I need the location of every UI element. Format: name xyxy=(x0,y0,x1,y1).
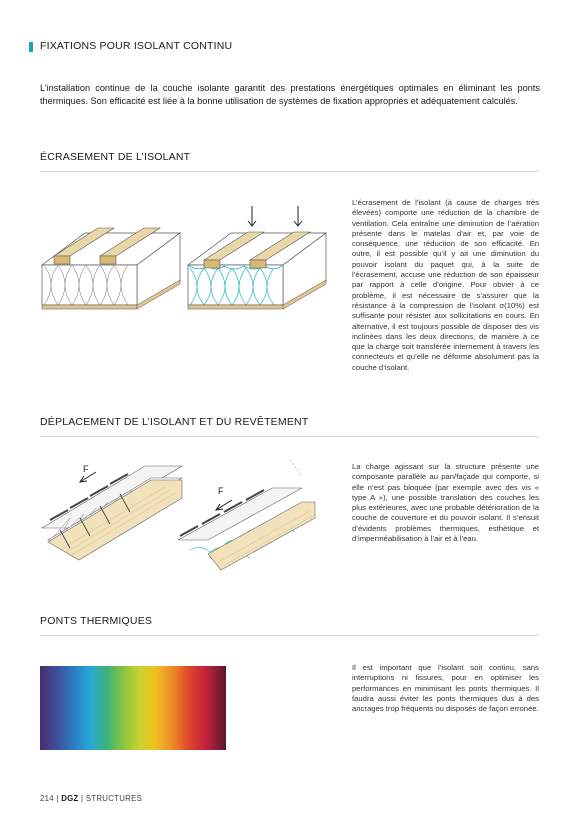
crushing-description: L’écrasement de l’isolant (à cause de charges très élevées) comporte une réduction de la chambre de ventilation. Cela entraîne une diminution de l’aération présente dans le matelas d’air et, par voie de conséquence, une réduction de son efficacité. En outre, il est possible qu’il y ait une diminution du pouvoir isolant du paquet qui, à la suite de l’écrasement, accuse une réduction de son épaisseur par rapport à celle d’origine. Pour obvier à ce problème, il est nécessaire de s’assurer que la résistance à la compression de l’isolant σ(10%) est suffisante pour résister aux sollicitations en cours. En alternative, il est toujours possible de disposer des vis inclinées dans les deux directions, de manière à ce que la charge soit transférée internement à travers les connecteurs et qu’elle ne déforme absolument pas la couche d’isolant. xyxy=(352,198,539,372)
section-divider xyxy=(40,635,539,636)
insulation-block-normal xyxy=(42,228,180,309)
page-footer xyxy=(40,794,142,803)
intro-paragraph: L’installation continue de la couche isolante garantit des prestations énergétiques optimales en éliminant les ponts thermiques. Son efficacité est liée à la bonne utilisation de systèmes de fixation appropriés et adéquatement calculés. xyxy=(40,83,540,107)
force-label-displaced: F xyxy=(218,486,224,496)
load-arrow-icon xyxy=(248,206,302,226)
section-divider xyxy=(40,171,539,172)
section-title-thermal-bridges: PONTS THERMIQUES xyxy=(40,615,153,627)
crushing-illustration xyxy=(40,200,340,320)
footer-separator: | xyxy=(56,794,62,803)
header-accent-bar xyxy=(29,42,33,52)
thermal-spectrum-image xyxy=(40,666,226,750)
displacement-illustration xyxy=(40,458,320,578)
section-divider xyxy=(40,436,539,437)
roof-section-displaced xyxy=(178,460,315,570)
insulation-block-crushed xyxy=(188,232,326,309)
footer-brand: DGZ xyxy=(61,794,79,803)
section-title-displacement: DÉPLACEMENT DE L’ISOLANT ET DU REVÊTEMENT xyxy=(40,416,309,428)
force-label-fixed: F xyxy=(83,464,89,474)
thermal-bridges-description: Il est important que l’isolant soit continu, sans interruptions ni fissures, pour en optimiser les performances en minimisant les ponts thermiques. Il faudra aussi éviter les ponts thermiques dus à des ancrages trop fréquents ou disposés de façon erronée. xyxy=(352,663,539,714)
section-title-crushing: ÉCRASEMENT DE L’ISOLANT xyxy=(40,151,191,163)
footer-section: STRUCTURES xyxy=(85,794,143,803)
roof-section-fixed xyxy=(42,466,182,560)
footer-separator: | xyxy=(81,794,86,803)
page-number: 214 xyxy=(40,794,54,803)
displacement-description: La charge agissant sur la structure présente une composante parallèle au pan/façade qui comporte, si elle n’est pas bloquée (par exemple avec des vis « type A »), une possible translation des couches les plus extérieures, avec une probable détérioration de la couche de couverture et du pouvoir isolant. Il s’ensuit d’évidents problèmes thermiques, esthétique et d’imperméabilisation à l’air et à l’eau. xyxy=(352,462,539,544)
page-title: FIXATIONS POUR ISOLANT CONTINU xyxy=(40,40,233,52)
